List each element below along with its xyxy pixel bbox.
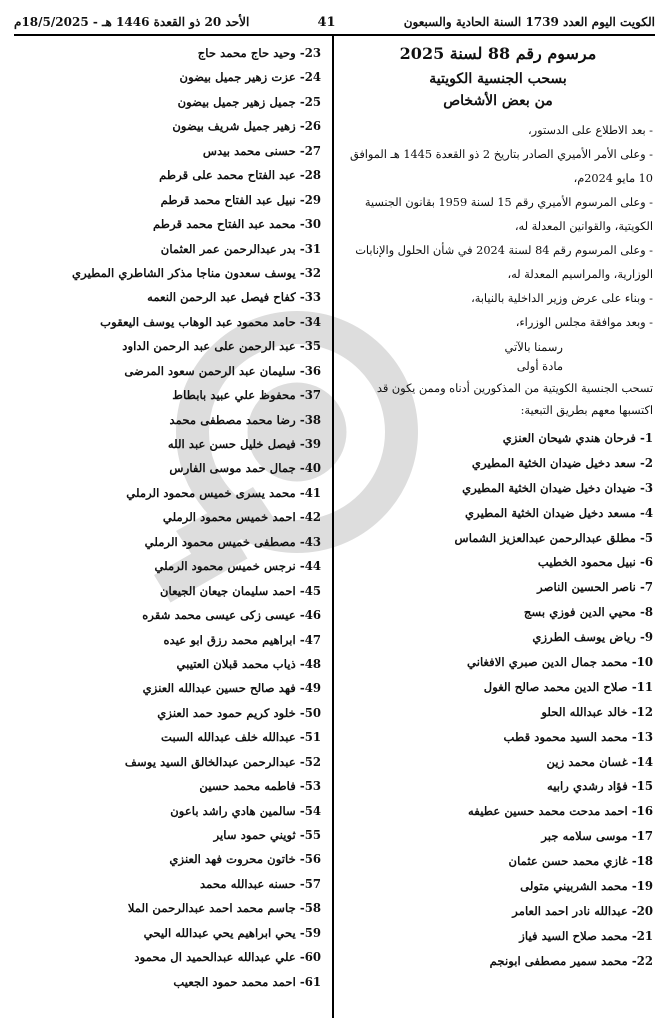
article-heading: مادة أولى (516, 359, 563, 373)
list-item: 17- موسى سلامه جبر (541, 829, 653, 844)
list-item: 7- ناصر الحسين الناصر (537, 580, 653, 595)
list-item: 42- احمد خميس محمود الرملي (162, 510, 321, 525)
list-item: 11- صلاح الدين محمد صالح الغول (483, 679, 653, 694)
right-column (343, 38, 653, 1020)
list-item: 8- محيي الدين فوزي بسج (523, 605, 653, 620)
list-item: 38- رضا محمد مصطفى محمد (169, 412, 321, 427)
names-list-right (343, 426, 653, 974)
preamble-item: - وبناء على عرض وزير الداخلية بالنيابة، (471, 292, 653, 305)
list-item: 37- محفوظ علي عبيد بابطاط (172, 388, 321, 403)
list-item: 24- عزت زهير جميل بيضون (179, 70, 321, 85)
preamble-item: - وعلى المرسوم رقم 84 لسنة 2024 في شأن الحلول والإنابات الوزارية، والمراسيم المعدلة له، (355, 244, 653, 281)
list-item: 14- غسان محمد زين (546, 754, 653, 769)
list-item: 57- حسنه عبدالله محمد (199, 876, 321, 891)
list-item: 29- نبيل عبد الفتاح محمد قرطم (160, 192, 321, 207)
list-item: 10- محمد جمال الدين صبري الافغاني (466, 655, 653, 670)
list-item: 47- ابراهيم محمد رزق ابو عيده (163, 632, 321, 647)
list-item: 12- خالد عبدالله الحلو (541, 704, 653, 719)
list-item: 32- يوسف سعدون مناجا مذكر الشاطري المطيري (71, 265, 321, 280)
list-item: 27- حسنى محمد بيدس (202, 143, 321, 158)
list-item: 35- عبد الرحمن على عبد الرحمن الداود (122, 339, 321, 354)
issue-date: الأحد 20 ذو القعدة 1446 هـ - 18/5/2025م (14, 15, 250, 29)
list-item: 1- فرحان هندي شيحان العنزي (502, 431, 653, 445)
list-item: 26- زهير جميل شريف بيضون (172, 119, 321, 134)
list-item: 45- احمد سليمان جيعان الجيعان (159, 583, 321, 598)
issue-info: الكويت اليوم العدد 1739 السنة الحادية والسبعون (403, 15, 655, 29)
list-item: 3- ضيدان دخيل ضيدان الخثية المطيري (462, 480, 653, 495)
decree-subtitle: بسحب الجنسية الكويتية (429, 71, 567, 87)
list-item: 41- محمد يسرى خميس محمود الرملي (126, 485, 321, 500)
list-item: 23- وحيد حاج محمد حاج (197, 46, 321, 60)
list-item: 56- خاتون محروت فهد العنزي (169, 852, 321, 867)
list-item: 46- عيسى زكى عيسى محمد شقره (142, 608, 321, 623)
list-item: 19- محمد الشربيني متولى (520, 879, 653, 894)
list-item: 31- بدر عبدالرحمن عمر العثمان (160, 241, 321, 256)
list-item: 40- جمال حمد موسى الفارس (169, 461, 321, 476)
list-item: 52- عبدالرحمن عبدالخالق السيد يوسف (124, 754, 321, 769)
list-item: 4- مسعد دخيل ضيدان الخثية المطيري (465, 505, 653, 520)
list-item: 48- ذياب محمد قبلان العتيبي (176, 656, 321, 671)
list-item: 2- سعد دخيل ضيدان الخثية المطيري (471, 455, 653, 470)
list-item: 20- عبدالله نادر احمد العامر (512, 903, 653, 918)
list-item: 15- فؤاد رشدي رابيه (546, 779, 653, 794)
list-item: 55- ثويني حمود ساير (213, 828, 321, 842)
decreed-phrase: رسمنا بالآتي (504, 340, 563, 354)
list-item: 16- احمد مدحت محمد حسين عطيفه (468, 804, 653, 819)
decree-subtitle-2: من بعض الأشخاص (443, 93, 553, 109)
list-item: 51- عبدالله خلف عبدالله السبت (161, 730, 321, 745)
list-item: 21- محمد صلاح السيد فياز (519, 928, 653, 943)
column-divider (332, 36, 334, 1018)
names-list-left (16, 41, 321, 994)
list-item: 18- غازي محمد حسن عثمان (508, 854, 653, 869)
preamble-item: - بعد الاطلاع على الدستور، (528, 124, 653, 137)
list-item: 34- حامد محمود عبد الوهاب يوسف اليعقوب (100, 314, 321, 329)
page-number: 41 (317, 14, 336, 30)
preamble-list (343, 119, 653, 335)
preamble-item: - وعلى المرسوم الأميري رقم 15 لسنة 1959 بقانون الجنسية الكويتية، والقوانين المعدلة له، (364, 196, 653, 233)
list-item: 44- نرجس خميس محمود الرملي (154, 559, 321, 574)
list-item: 43- مصطفى خميس محمود الرملي (144, 534, 321, 549)
list-item: 36- سليمان عبد الرحمن سعود المرضى (124, 363, 321, 378)
list-item: 39- فيصل خليل حسن عبد الله (167, 437, 321, 451)
preamble-item: - وبعد موافقة مجلس الوزراء، (515, 316, 653, 329)
list-item: 49- فهد صالح حسين عبدالله العنزي (142, 681, 321, 696)
list-item: 59- يحي ابراهيم يحي عبدالله اليحي (143, 925, 321, 940)
list-item: 53- فاطمه محمد حسين (199, 779, 321, 794)
list-item: 22- محمد سمير مصطفى ابونجم (489, 953, 653, 968)
list-item: 30- محمد عبد الفتاح محمد قرطم (153, 217, 321, 232)
list-item: 33- كفاح فيصل عبد الرحمن النعمه (147, 290, 321, 305)
list-item: 9- رياض يوسف الطرزي (532, 630, 653, 645)
list-item: 5- مطلق عبدالرحمن عبدالعزيز الشماس (454, 530, 653, 545)
list-item: 28- عبد الفتاح محمد على قرطم (159, 168, 321, 183)
list-item: 50- خلود كريم حمود حمد العنزي (157, 705, 321, 720)
page-header (14, 10, 655, 36)
article-intro: تسحب الجنسية الكويتية من المذكورين أدناه وممن يكون قد اكتسبها معهم بطريق التبعية: (376, 382, 653, 417)
left-column (16, 38, 321, 1020)
list-item: 54- سالمين هادي راشد باعون (170, 803, 321, 818)
list-item: 13- محمد السيد محمود قطب (503, 729, 653, 744)
list-item: 61- احمد محمد حمود الجعيب (173, 974, 321, 989)
list-item: 60- علي عبدالله عبدالحميد ال محمود (134, 950, 321, 965)
preamble-item: - وعلى الأمر الأميري الصادر بتاريخ 2 ذو القعدة 1445 هـ الموافق 10 مايو 2024م، (349, 148, 653, 185)
list-item: 6- نبيل محمود الخطيب (537, 555, 653, 570)
list-item: 58- جاسم محمد احمد عبدالرحمن الملا (127, 901, 321, 916)
decree-title: مرسوم رقم 88 لسنة 2025 (399, 44, 597, 63)
list-item: 25- جميل زهير جميل بيضون (177, 94, 321, 109)
